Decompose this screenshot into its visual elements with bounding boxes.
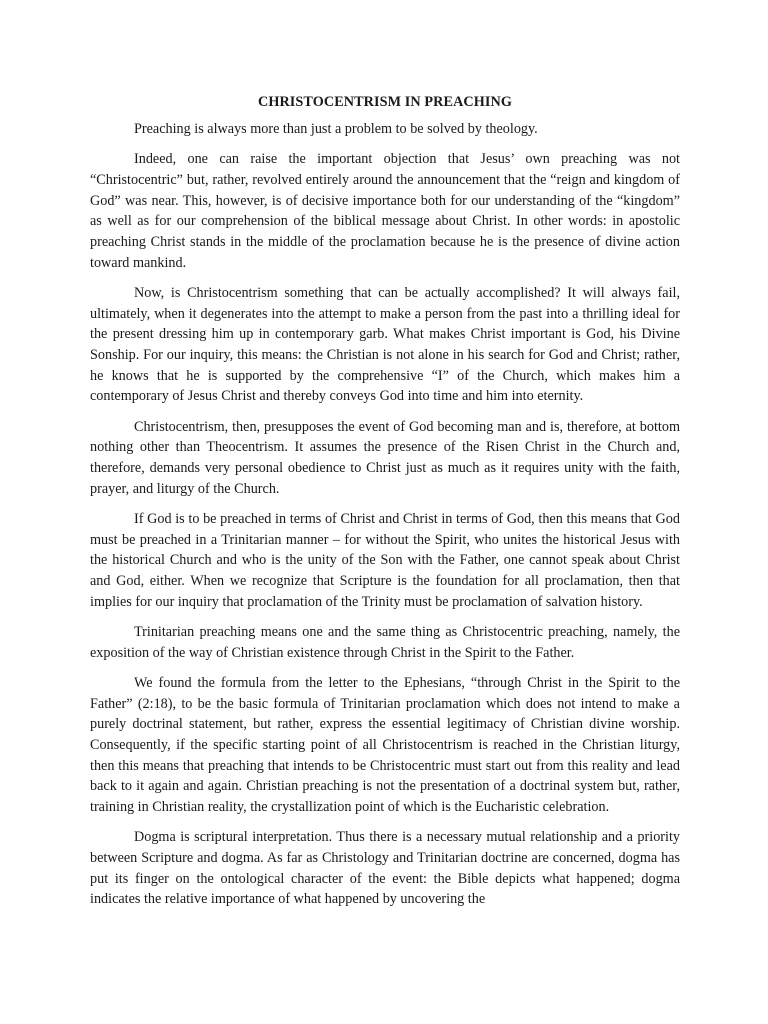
paragraph-7: We found the formula from the letter to the Ephesians, “through Christ in the Spirit to the Father” (2:18), to be the basic formula of Trinitarian proclamation which does not intend to make a purely doctrinal statement, but rather, express the essential legitimacy of Christian divine worship. Consequently, if the specific starting point of all Christocentrism is reached in the Christian liturgy, then this means that preaching that intends to be Christocentric must start out from this reality and lead back to it again and again. Christian preaching is not the presentation of a doctrinal system but, rather, training in Christian reality, the crystallization point of which is the Eucharistic celebration.: [90, 674, 680, 816]
paragraph-4: Christocentrism, then, presupposes the event of God becoming man and is, therefore, at bottom nothing other than Theocentrism. It assumes the presence of the Risen Christ in the Church and, therefore, demands very personal obedience to Christ just as much as it requires unity with the faith, prayer, and liturgy of the Church.: [90, 418, 680, 497]
paragraph-8: Dogma is scriptural interpretation. Thus there is a necessary mutual relationship and a priority between Scripture and dogma. As far as Christology and Trinitarian doctrine are concerned, dogma has put its finger on the ontological character of the event: the Bible depicts what happened; dogma indicates the relative importance of what happened by uncovering the: [90, 829, 680, 908]
paragraph-1: Preaching is always more than just a problem to be solved by theology.: [134, 121, 538, 137]
paragraph-3: Now, is Christocentrism something that can be actually accomplished? It will always fail, ultimately, when it degenerates into the attempt to make a person from the past into a thrilling ideal for the present dressing him up in contemporary garb. What makes Christ important is God, his Divine Sonship. For our inquiry, this means: the Christian is not alone in his search for God and Christ; rather, he knows that he is supported by the comprehensive “I” of the Church, which makes him a contemporary of Jesus Christ and thereby conveys God into time and him into eternity.: [90, 284, 680, 405]
paragraph-6: Trinitarian preaching means one and the same thing as Christocentric preaching, namely, the exposition of the way of Christian existence through Christ in the Spirit to the Father.: [90, 623, 680, 661]
paragraph-5: If God is to be preached in terms of Christ and Christ in terms of God, then this means that God must be preached in a Trinitarian manner – for without the Spirit, who unites the historical Jesus with the historical Church and who is the unity of the Son with the Father, one cannot speak about Christ and God, either. When we recognize that Scripture is the foundation for all proclamation, then that implies for our inquiry that proclamation of the Trinity must be proclamation of salvation history.: [90, 510, 680, 610]
document-title: CHRISTOCENTRISM IN PREACHING: [257, 94, 512, 110]
paragraph-2: Indeed, one can raise the important objection that Jesus’ own preaching was not “Christocentric” but, rather, revolved entirely around the announcement that the “reign and kingdom of God” was near. This, however, is of decisive importance both for our understanding of the “kingdom” as well as for our comprehension of the biblical message about Christ. In other words: in apostolic preaching Christ stands in the middle of the proclamation because he is the presence of divine action toward mankind.: [90, 151, 680, 271]
